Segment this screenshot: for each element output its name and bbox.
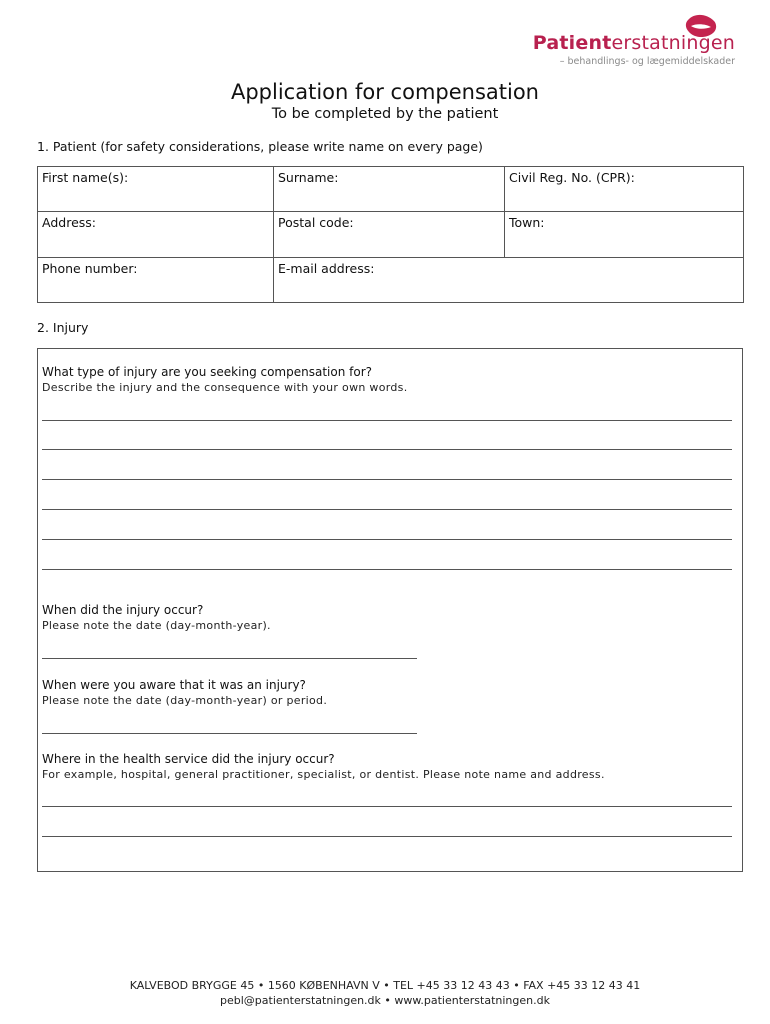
- injury-awareness-instruction: Please note the date (day-month-year) or period.: [42, 694, 328, 707]
- surname-field[interactable]: Surname:: [274, 167, 505, 212]
- injury-type-question: What type of injury are you seeking compensation for?: [42, 365, 373, 379]
- injury-type-answer-line[interactable]: [42, 420, 732, 421]
- logo-wordmark: [533, 32, 735, 54]
- postal-code-field[interactable]: Postal code:: [274, 212, 505, 257]
- injury-section-box: [37, 348, 743, 872]
- section-injury-heading: 2. Injury: [37, 320, 89, 335]
- injury-location-answer-line[interactable]: [42, 836, 732, 837]
- section-patient-heading: 1. Patient (for safety considerations, please write name on every page): [37, 139, 483, 154]
- injury-location-answer-line[interactable]: [42, 806, 732, 807]
- footer-contact: pebl@patienterstatningen.dk • www.patienterstatningen.dk: [220, 994, 550, 1007]
- injury-date-answer-line[interactable]: [42, 658, 417, 659]
- injury-type-answer-line[interactable]: [42, 569, 732, 570]
- page-subtitle: To be completed by the patient: [271, 106, 499, 122]
- injury-type-answer-line[interactable]: [42, 479, 732, 480]
- injury-date-question: When did the injury occur?: [42, 603, 204, 617]
- email-field[interactable]: E-mail address:: [274, 257, 744, 302]
- injury-location-instruction: For example, hospital, general practitioner, specialist, or dentist. Please note name and address.: [42, 768, 605, 781]
- town-field[interactable]: Town:: [505, 212, 744, 257]
- address-field[interactable]: Address:: [38, 212, 274, 257]
- logo-name-bold: Patient: [532, 32, 612, 54]
- logo-name-rest: erstatningen: [611, 32, 735, 54]
- injury-awareness-question: When were you aware that it was an injury?: [42, 678, 306, 692]
- footer-address: KALVEBOD BRYGGE 45 • 1560 KØBENHAVN V • TEL +45 33 12 43 43 • FAX +45 33 12 43 41: [129, 979, 641, 992]
- page-title: Application for compensation: [230, 80, 539, 104]
- injury-type-answer-line[interactable]: [42, 509, 732, 510]
- logo: [517, 14, 735, 70]
- injury-awareness-answer-line[interactable]: [42, 733, 417, 734]
- injury-date-instruction: Please note the date (day-month-year).: [42, 619, 271, 632]
- logo-tagline: – behandlings- og lægemiddelskader: [559, 56, 735, 67]
- injury-type-instruction: Describe the injury and the consequence with your own words.: [42, 381, 408, 394]
- patient-details-table: [37, 166, 744, 303]
- phone-field[interactable]: Phone number:: [38, 257, 274, 302]
- cpr-field[interactable]: Civil Reg. No. (CPR):: [505, 167, 744, 212]
- injury-type-answer-line[interactable]: [42, 449, 732, 450]
- first-name-field[interactable]: First name(s):: [38, 167, 274, 212]
- injury-type-answer-line[interactable]: [42, 539, 732, 540]
- injury-location-question: Where in the health service did the injury occur?: [42, 752, 335, 766]
